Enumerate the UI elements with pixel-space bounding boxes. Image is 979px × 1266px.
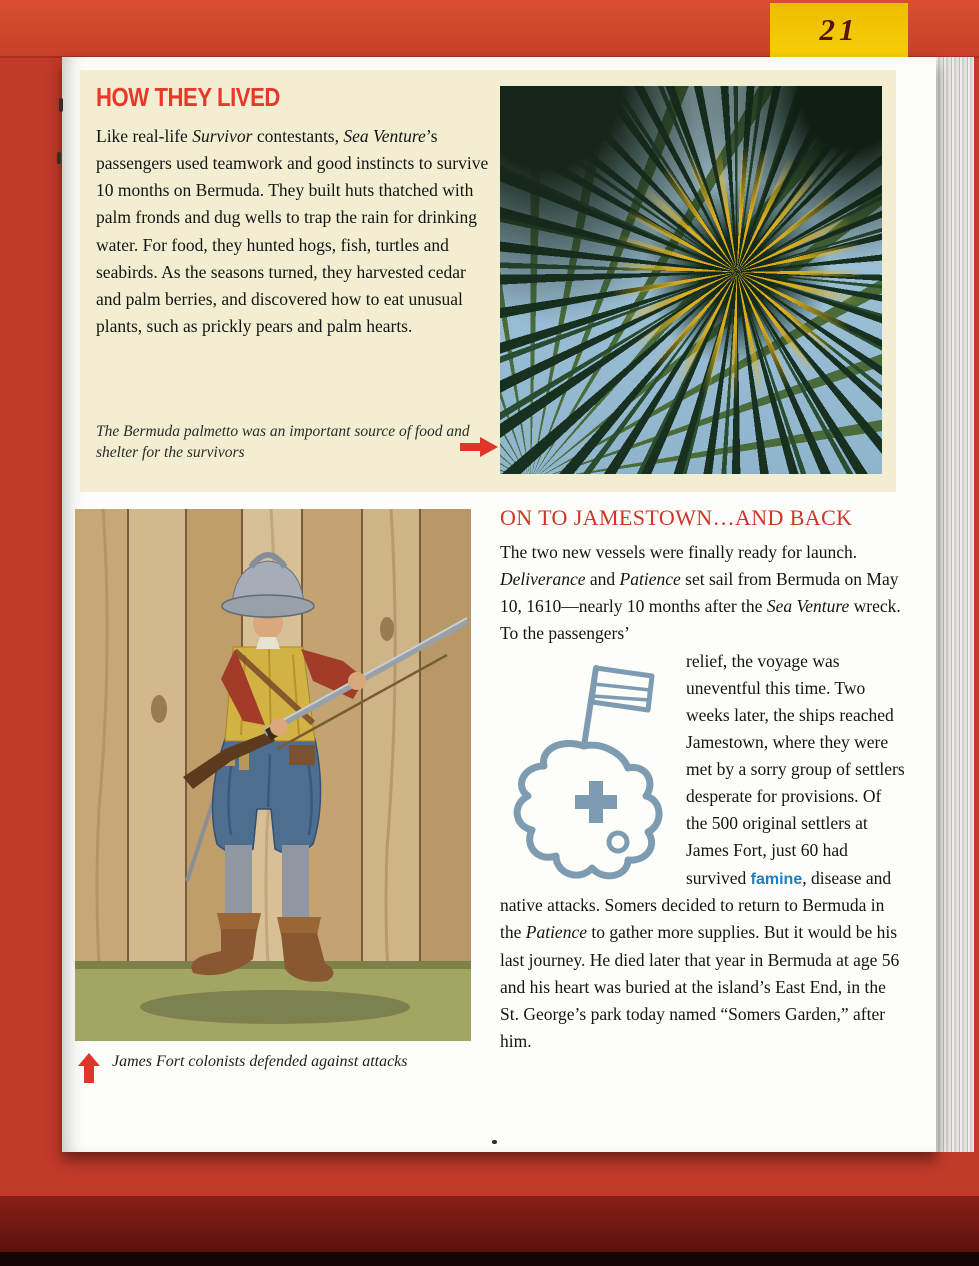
- text-run: ’s passengers used teamwork and good instincts to survive 10 months on Bermuda. They built huts thatched with palm fronds and dug wells to trap the rain for drinking water. For food, they hunted hogs, fish, turtles and seabirds. As the seasons turned, they harvested cedar and palm berries, and discovered how to eat unusual plants, such as prickly pears and palm hearts.: [96, 126, 489, 336]
- text-run: , disease and native attacks. Somers decided to return to Bermuda in the: [500, 867, 892, 943]
- text-run: set sail from Bermuda on May 10, 1610—nearly 10 months after the: [500, 569, 899, 617]
- binding-mark: [57, 152, 61, 164]
- text-run: Patience: [525, 922, 587, 943]
- page-number-plate: [770, 3, 908, 57]
- jamestown-body: [500, 648, 906, 1056]
- text-run: relief, the voyage was uneventful this time. Two weeks later, the ships reached Jamestown, where they were met by a sorry group of settlers desperate for provisions. Of the 500 original settlers at James Fort, just 60 had survived: [686, 650, 905, 888]
- colonist-illustration: [75, 509, 471, 1041]
- palmetto-caption-text: The Bermuda palmetto was an important source of food and shelter for the survivors: [96, 423, 470, 461]
- arrow-up-icon: [78, 1053, 100, 1088]
- cover-bottom-band: [0, 1196, 979, 1252]
- colonist-caption: [78, 1053, 498, 1088]
- binding-mark: [59, 98, 63, 112]
- text-run: The two new vessels were finally ready for launch.: [500, 542, 858, 562]
- text-run: Patience: [619, 569, 681, 590]
- text-run: to gather more supplies. But it would be his last journey. He died later that year in Bermuda at age 56 and his heart was buried at the island’s East End, in the St. George’s park today named “Somers Garden,” after him.: [500, 922, 900, 1051]
- arrow-right-icon: [460, 437, 498, 464]
- how-they-lived-heading: HOW THEY LIVED: [96, 82, 280, 112]
- how-they-lived-column: [96, 82, 490, 340]
- jamestown-heading: ON TO JAMESTOWN…AND BACK: [500, 505, 853, 530]
- page-number: 21: [819, 12, 859, 47]
- jamestown-column: [500, 505, 906, 1055]
- text-run: wreck. To the passengers’: [500, 596, 901, 644]
- text-run: Sea Venture: [343, 126, 426, 146]
- palmetto-caption: [96, 422, 482, 464]
- text-run: Deliverance: [500, 569, 586, 590]
- text-run: contestants,: [252, 126, 344, 146]
- page-stack-edges: [936, 57, 974, 1152]
- text-run: Sea Venture: [766, 596, 850, 617]
- text-run: Survivor: [192, 126, 253, 146]
- text-run: Like real-life: [96, 126, 193, 146]
- scan-speck: [492, 1140, 497, 1144]
- text-run: and: [585, 569, 620, 590]
- cover-bottom-edge: [0, 1252, 979, 1266]
- colonist-caption-text: James Fort colonists defended against attacks: [112, 1053, 408, 1070]
- how-they-lived-body: [96, 123, 490, 340]
- palmetto-photo: [500, 86, 882, 474]
- page: [62, 57, 936, 1152]
- how-they-lived-panel: [80, 70, 896, 492]
- bermuda-map-sketch: [500, 654, 672, 890]
- glossary-term: famine: [750, 870, 803, 888]
- palm-frond-burst: [612, 147, 862, 397]
- jamestown-intro: [500, 539, 906, 648]
